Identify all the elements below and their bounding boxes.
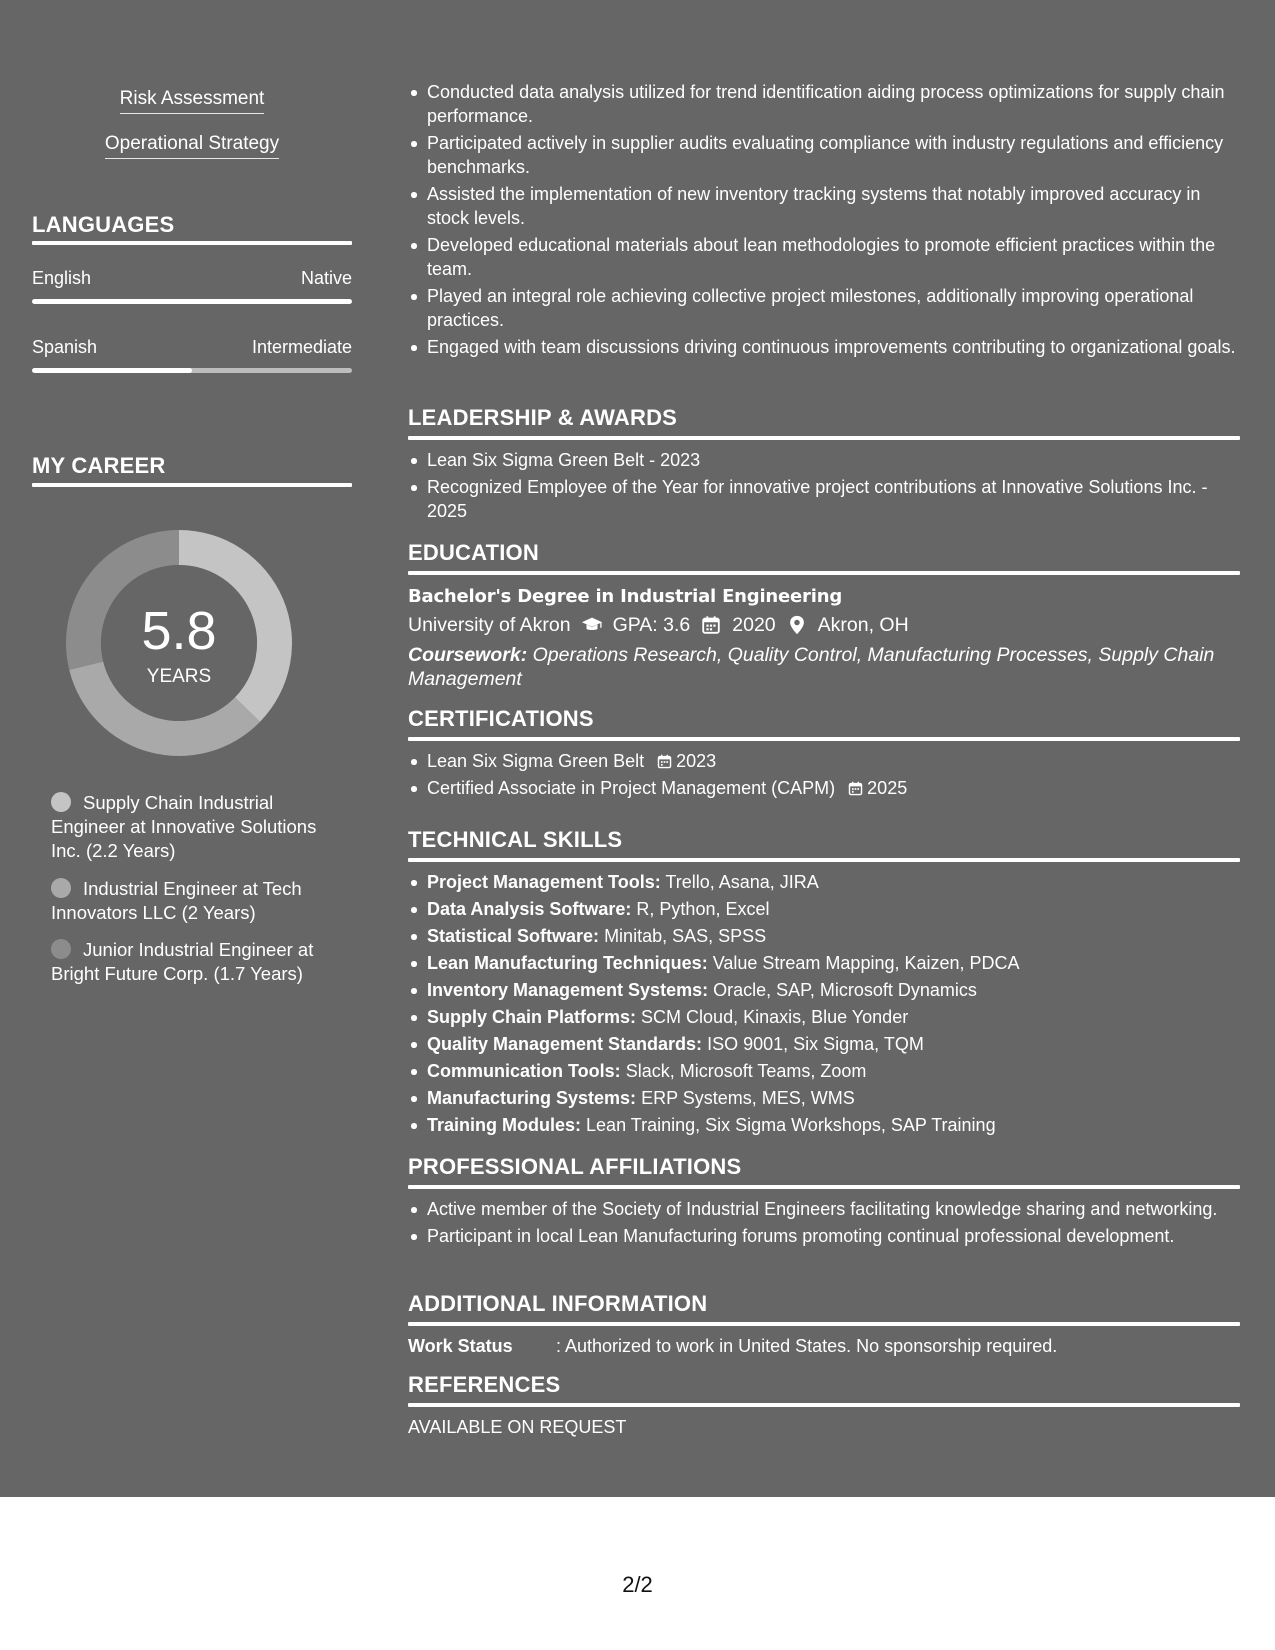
- list-item: Engaged with team discussions driving continuous improvements contributing to organizational goals.: [408, 335, 1240, 359]
- list-item: Lean Manufacturing Techniques: Value Stream Mapping, Kaizen, PDCA: [408, 951, 1240, 975]
- section-rule: [408, 858, 1240, 862]
- info-key: Work Status: [408, 1336, 513, 1356]
- skill-tag: Risk Assessment: [32, 88, 352, 114]
- language-name: Spanish: [32, 337, 98, 357]
- gpa: GPA: 3.6: [612, 614, 691, 636]
- list-item: Statistical Software: Minitab, SAS, SPSS: [408, 924, 1240, 948]
- section-heading: TECHNICAL SKILLS: [408, 827, 623, 852]
- career-legend-item: Supply Chain Industrial Engineer at Innovative Solutions Inc. (2.2 Years): [51, 792, 317, 861]
- list-item: Participated actively in supplier audits evaluating compliance with industry regulations and efficiency benchmarks.: [408, 131, 1240, 179]
- education-section: [408, 539, 1240, 691]
- list-item: Lean Six Sigma Green Belt 2023: [408, 749, 1240, 773]
- list-item: Conducted data analysis utilized for trend identification aiding process optimizations for supply chain performance.: [408, 80, 1240, 128]
- graduation-year: 2020: [732, 614, 776, 636]
- language-bar-spanish: [32, 368, 352, 373]
- languages-heading-rule: [32, 241, 352, 245]
- language-level: Intermediate: [251, 337, 352, 357]
- section-rule: [408, 1322, 1240, 1326]
- language-bar-fill: [32, 368, 192, 373]
- career-heading-rule: [32, 483, 352, 487]
- career-heading: MY CAREER: [32, 453, 166, 478]
- calendar-icon: [700, 614, 722, 636]
- list-item: Participant in local Lean Manufacturing forums promoting continual professional development.: [408, 1224, 1240, 1248]
- list-item: Supply Chain Platforms: SCM Cloud, Kinaxis, Blue Yonder: [408, 1005, 1240, 1029]
- language-name: English: [32, 268, 92, 288]
- references-section: [408, 1371, 1240, 1439]
- languages-heading: LANGUAGES: [32, 212, 175, 237]
- language-row-spanish: [32, 337, 352, 358]
- list-item: Developed educational materials about lean methodologies to promote efficient practices within the team.: [408, 233, 1240, 281]
- school-location: Akron, OH: [817, 614, 909, 636]
- list-item: Assisted the implementation of new inventory tracking systems that notably improved accuracy in stock levels.: [408, 182, 1240, 230]
- map-pin-icon: [786, 614, 808, 636]
- list-item: Quality Management Standards: ISO 9001, Six Sigma, TQM: [408, 1032, 1240, 1056]
- calendar-icon: [656, 753, 673, 770]
- career-legend-item: Industrial Engineer at Tech Innovators LLC (2 Years): [51, 878, 302, 923]
- section-heading: PROFESSIONAL AFFILIATIONS: [408, 1154, 742, 1179]
- section-heading: REFERENCES: [408, 1372, 561, 1397]
- experience-bullets: [408, 80, 1240, 362]
- coursework: Coursework: Operations Research, Quality Control, Manufacturing Processes, Supply Chain Management: [408, 644, 1215, 690]
- language-bar-fill: [32, 299, 352, 304]
- list-item: Lean Six Sigma Green Belt - 2023: [408, 448, 1240, 472]
- language-bar-english: [32, 299, 352, 304]
- legend-dot: [51, 878, 71, 898]
- list-item: Communication Tools: Slack, Microsoft Teams, Zoom: [408, 1059, 1240, 1083]
- list-item: Data Analysis Software: R, Python, Excel: [408, 897, 1240, 921]
- list-item: Manufacturing Systems: ERP Systems, MES, WMS: [408, 1086, 1240, 1110]
- skill-tag: Operational Strategy: [32, 133, 352, 159]
- info-value: : Authorized to work in United States. No sponsorship required.: [556, 1336, 1058, 1356]
- list-item: Certified Associate in Project Management (CAPM) 2025: [408, 776, 1240, 800]
- list-item: Inventory Management Systems: Oracle, SAP, Microsoft Dynamics: [408, 978, 1240, 1002]
- additional-info-section: [408, 1290, 1240, 1358]
- career-years-unit: YEARS: [146, 666, 212, 687]
- section-heading: LEADERSHIP & AWARDS: [408, 405, 678, 430]
- references-text: AVAILABLE ON REQUEST: [408, 1417, 627, 1437]
- section-heading: ADDITIONAL INFORMATION: [408, 1291, 708, 1316]
- career-total-years: 5.8: [141, 601, 217, 661]
- legend-dot: [51, 939, 71, 959]
- graduation-cap-icon: [581, 614, 603, 636]
- list-item: Active member of the Society of Industrial Engineers facilitating knowledge sharing and networking.: [408, 1197, 1240, 1221]
- list-item: Recognized Employee of the Year for innovative project contributions at Innovative Solutions Inc. - 2025: [408, 475, 1240, 523]
- list-item: Training Modules: Lean Training, Six Sigma Workshops, SAP Training: [408, 1113, 1240, 1137]
- affiliations-section: [408, 1153, 1240, 1251]
- degree-title: Bachelor's Degree in Industrial Engineering: [408, 586, 843, 607]
- language-level: Native: [300, 268, 352, 288]
- section-heading: CERTIFICATIONS: [408, 706, 594, 731]
- certifications-section: [408, 705, 1240, 803]
- career-donut-chart: [66, 530, 292, 756]
- calendar-icon: [847, 780, 864, 797]
- school-name: University of Akron: [408, 614, 571, 636]
- language-row-english: [32, 268, 352, 289]
- section-rule: [408, 436, 1240, 440]
- section-heading: EDUCATION: [408, 540, 539, 565]
- info-row: [408, 1334, 1240, 1358]
- awards-section: [408, 404, 1240, 526]
- education-details: [408, 611, 1240, 639]
- section-rule: [408, 1403, 1240, 1407]
- section-rule: [408, 571, 1240, 575]
- legend-dot: [51, 792, 71, 812]
- technical-skills-section: [408, 826, 1240, 1140]
- page-number: 2/2: [622, 1572, 653, 1597]
- career-legend-item: Junior Industrial Engineer at Bright Future Corp. (1.7 Years): [51, 939, 314, 984]
- list-item: Played an integral role achieving collective project milestones, additionally improving operational practices.: [408, 284, 1240, 332]
- section-rule: [408, 737, 1240, 741]
- list-item: Project Management Tools: Trello, Asana, JIRA: [408, 870, 1240, 894]
- section-rule: [408, 1185, 1240, 1189]
